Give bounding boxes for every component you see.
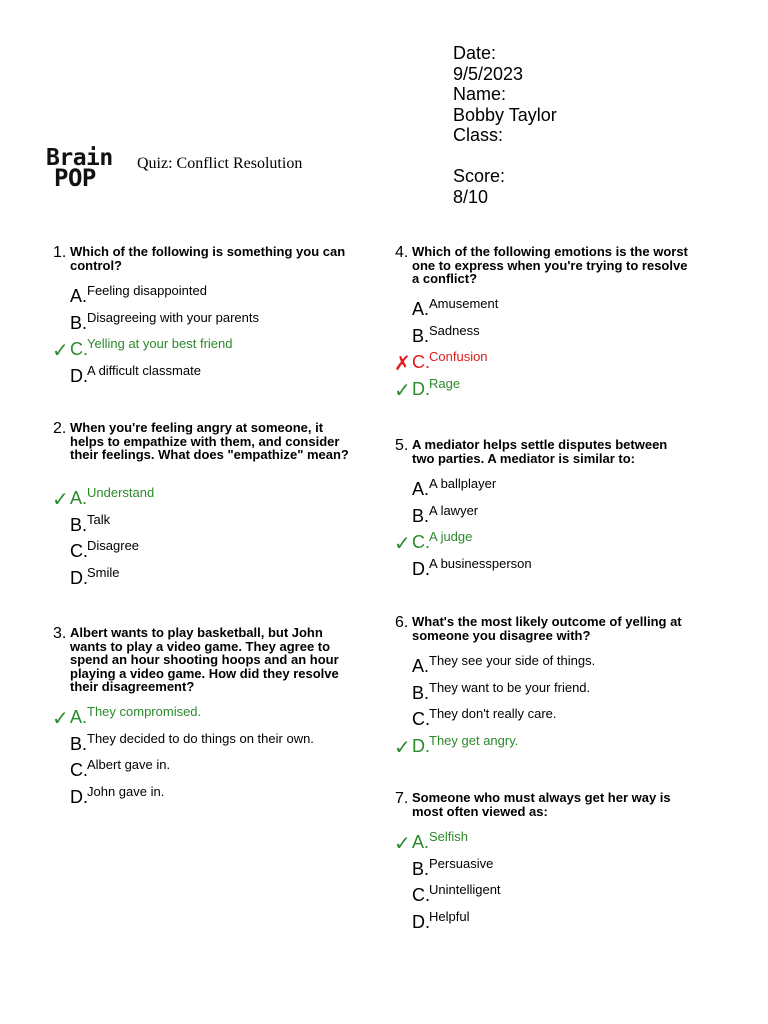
option-text: Albert gave in. bbox=[87, 757, 171, 772]
checkmark-icon: ✓ bbox=[394, 736, 411, 759]
question-number: 7. bbox=[395, 790, 409, 807]
question-number: 5. bbox=[395, 437, 409, 454]
option-text: They compromised. bbox=[87, 704, 202, 719]
option-letter: A. bbox=[412, 299, 430, 319]
option-text: A ballplayer bbox=[429, 476, 497, 491]
option-letter: D. bbox=[412, 558, 430, 579]
option-letter: B. bbox=[412, 858, 430, 879]
option-letter: D. bbox=[412, 735, 430, 756]
option-letter: C. bbox=[412, 709, 430, 729]
option-letter: C. bbox=[70, 760, 88, 780]
class-label: Class: bbox=[453, 125, 504, 145]
question-2 bbox=[53, 420, 350, 462]
option-text: Smile bbox=[87, 564, 120, 580]
option-letter: D. bbox=[70, 567, 88, 588]
option-text: Understand bbox=[87, 485, 155, 500]
option-letter: A. bbox=[412, 832, 430, 852]
score-label: Score: bbox=[453, 166, 506, 186]
option-letter: B. bbox=[70, 733, 88, 754]
option-letter: C. bbox=[70, 541, 88, 561]
date-value: 9/5/2023 bbox=[453, 63, 524, 84]
option-text: Disagreeing with your parents bbox=[87, 309, 259, 325]
option-text: Confusion bbox=[429, 349, 488, 364]
option-text: They decided to do things on their own. bbox=[87, 730, 314, 746]
question-text: A mediator helps settle disputes between two parties. A mediator is similar to: bbox=[412, 437, 668, 466]
question-text: What's the most likely outcome of yelling at someone you disagree with? bbox=[412, 614, 682, 643]
option-text: Helpful bbox=[429, 908, 470, 924]
header-info bbox=[453, 43, 557, 207]
checkmark-icon: ✓ bbox=[52, 708, 69, 730]
option-text: They see your side of things. bbox=[429, 653, 596, 668]
option-letter: A. bbox=[412, 656, 430, 676]
cross-icon: ✗ bbox=[394, 353, 411, 375]
question-text: When you're feeling angry at someone, it helps to empathize with them, and consider their feelings. What does "empathize" mean? bbox=[70, 420, 349, 462]
name-value: Bobby Taylor bbox=[453, 104, 557, 125]
checkmark-icon: ✓ bbox=[52, 340, 69, 362]
option-letter: A. bbox=[412, 479, 430, 499]
logo-word-pop: POP bbox=[54, 164, 96, 192]
option-letter: A. bbox=[70, 286, 88, 306]
option-letter: B. bbox=[412, 325, 430, 346]
score-value: 8/10 bbox=[453, 186, 489, 207]
question-text: Which of the following emotions is the worst one to express when you're trying to resolve a conflict? bbox=[412, 244, 688, 286]
option-text: A difficult classmate bbox=[87, 362, 201, 378]
option-text: A judge bbox=[429, 529, 473, 544]
checkmark-icon: ✓ bbox=[394, 379, 411, 402]
option-letter: B. bbox=[412, 505, 430, 526]
option-letter: C. bbox=[412, 532, 430, 552]
quiz-title: Quiz: Conflict Resolution bbox=[137, 155, 303, 172]
option-text: Persuasive bbox=[429, 855, 494, 871]
question-6 bbox=[395, 614, 692, 643]
option-letter: D. bbox=[412, 378, 430, 399]
class-value bbox=[453, 146, 557, 167]
option-letter: D. bbox=[412, 911, 430, 932]
option-text: They don't really care. bbox=[429, 706, 557, 721]
option-text: A businessperson bbox=[429, 555, 532, 571]
option-letter: C. bbox=[412, 352, 430, 372]
option-text: Sadness bbox=[429, 322, 480, 338]
checkmark-icon: ✓ bbox=[52, 489, 69, 511]
option-letter: D. bbox=[70, 365, 88, 386]
option-letter: A. bbox=[70, 707, 88, 727]
option-letter: B. bbox=[412, 682, 430, 703]
option-text: They get angry. bbox=[429, 732, 519, 748]
option-text: Yelling at your best friend bbox=[87, 336, 233, 351]
option-text: They want to be your friend. bbox=[429, 679, 591, 695]
option-text: Disagree bbox=[87, 538, 140, 553]
question-text: Which of the following is something you can control? bbox=[70, 244, 346, 273]
option-letter: D. bbox=[70, 786, 88, 807]
option-letter: B. bbox=[70, 312, 88, 333]
option-text: A lawyer bbox=[429, 502, 479, 518]
option-text: Amusement bbox=[429, 296, 499, 311]
question-4 bbox=[395, 244, 692, 286]
name-label: Name: bbox=[453, 84, 507, 104]
question-number: 1. bbox=[53, 244, 67, 261]
option-text: Selfish bbox=[429, 829, 469, 844]
option-text: Feeling disappointed bbox=[87, 283, 207, 298]
question-text: Albert wants to play basketball, but John wants to play a video game. They agree to spend an hour shooting hoops and an hour playing a video game. How did they resolve their disagreement? bbox=[70, 625, 339, 694]
option-text: Unintelligent bbox=[429, 882, 501, 897]
option-text: Rage bbox=[429, 375, 461, 391]
date-label: Date: bbox=[453, 43, 497, 63]
option-letter: B. bbox=[70, 514, 88, 535]
option-letter: A. bbox=[70, 488, 88, 508]
question-number: 3. bbox=[53, 625, 67, 642]
question-7 bbox=[395, 790, 692, 819]
checkmark-icon: ✓ bbox=[394, 533, 411, 555]
question-text: Someone who must always get her way is most often viewed as: bbox=[412, 790, 671, 819]
option-letter: C. bbox=[412, 885, 430, 905]
brainpop-logo bbox=[46, 145, 113, 192]
option-letter: C. bbox=[70, 339, 88, 359]
question-number: 4. bbox=[395, 244, 409, 261]
question-1 bbox=[53, 244, 350, 273]
option-text: Talk bbox=[87, 511, 111, 527]
question-5 bbox=[395, 437, 692, 466]
question-3 bbox=[53, 625, 350, 694]
option-text: John gave in. bbox=[87, 783, 165, 799]
checkmark-icon: ✓ bbox=[394, 833, 411, 855]
logo-word-brain: Brain bbox=[46, 145, 113, 171]
question-number: 6. bbox=[395, 614, 409, 631]
question-number: 2. bbox=[53, 420, 67, 437]
